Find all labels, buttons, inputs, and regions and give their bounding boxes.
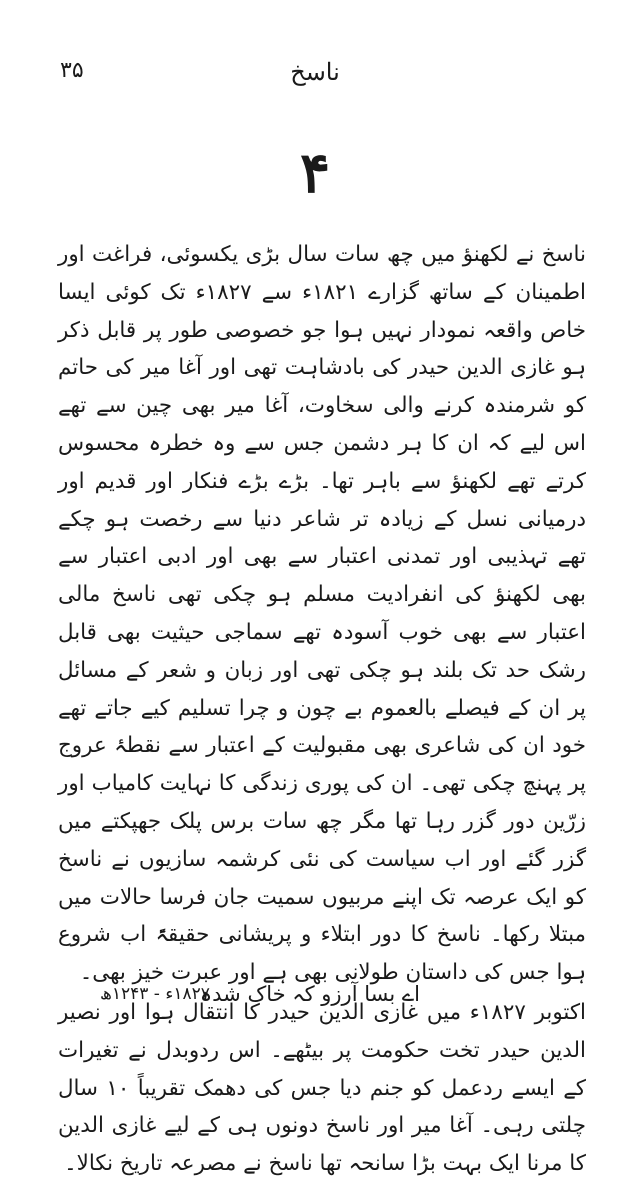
page-header <box>60 58 570 94</box>
body-text <box>58 236 586 1183</box>
paragraph: ناسخ نے لکھنؤ میں چھ سات سال بڑی یکسوئی، فراغت اور اطمینان کے ساتھ گزارے ۱۸۲۱ء سے ۱۸۲۷ء تک کوئی ایسا خاص واقعہ نمودار نہیں ہوا جو خصوصی طور پر قابل ذکر ہو غازی الدین حیدر کی بادشاہت تھی اور آغا میر کی حاتم کو شرمندہ کرنے والی سخاوت، آغا میر بھی چین سے تھے اس لیے کہ ان کا ہر دشمن جس سے وہ خطرہ محسوس کرتے تھے لکھنؤ سے باہر تھا۔ بڑے بڑے فنکار اور قدیم اور درمیانی نسل کے زیادہ تر شاعر دنیا سے رخصت ہو چکے تھے تہذیبی اور تمدنی اعتبار سے بھی اور ادبی اعتبار سے بھی لکھنؤ کی انفرادیت مسلم ہو چکی تھی ناسخ مالی اعتبار سے بھی خوب آسودہ تھے سماجی حیثیت بھی قابل رشک حد تک بلند ہو چکی تھی اور زبان و شعر کے مسائل پر ان کے فیصلے بالعموم بے چون و چرا تسلیم کیے جاتے تھے خود ان کی شاعری بھی مقبولیت کے اعتبار سے نقطۂ عروج پر پہنچ چکی تھی۔ ان کی پوری زندگی کا نہایت کامیاب اور زرّین دور گزر رہا تھا مگر چھ سات برس پلک جھپکتے میں گزر گئے اور اب سیاست کی نئی کرشمہ سازیوں نے ناسخ کو ایک عرصہ تک اپنے مربیوں سمیت جان فرسا حالات میں مبتلا رکھا۔ ناسخ کا دور ابتلاء و پریشانی حقیقۃً اب شروع ہوا جس کی داستان طولانی بھی ہے اور عبرت خیز بھی۔ <box>58 242 586 986</box>
page-number: ۳۵ <box>60 58 84 83</box>
running-title: ناسخ <box>290 58 340 86</box>
verse-line <box>60 982 570 1022</box>
verse-text: اے بسا آرزو کہ خاک شدہ <box>199 982 420 1006</box>
verse-date: ۱۸۲۷ء - ۱۲۴۳ھ <box>100 984 210 1004</box>
paragraph: اکتوبر ۱۸۲۷ء میں غازی الدین حیدر کا انتقال ہوا اور نصیر الدین حیدر تخت حکومت پر بیٹھے۔ اس ردوبدل نے تغیرات کے ایسے ردعمل کو جنم دیا جس کی دھمک تقریباً ۱۰ سال چلتی رہی۔ آغا میر اور ناسخ دونوں ہی کے لیے غازی الدین کا مرنا ایک بہت بڑا سانحہ تھا ناسخ نے مصرعہ تاریخ نکالا۔ <box>58 999 586 1177</box>
chapter-number: ۴ <box>299 140 331 206</box>
